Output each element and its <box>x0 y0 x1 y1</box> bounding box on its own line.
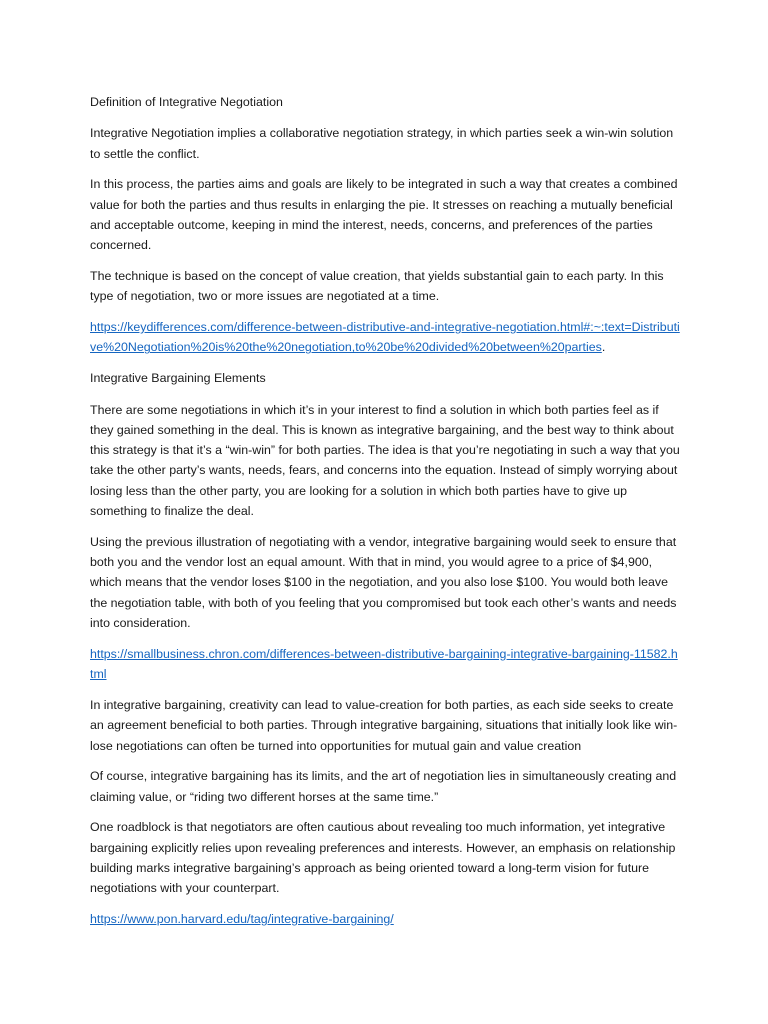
paragraph-win-win: There are some negotiations in which it’s in your interest to find a solution in which both parties feel as if they gained something in the deal. This is known as integrative bargaining, and the best way to think about this strategy is that it’s a “win-win” for both parties. The idea is that you’re negotiating in such a way that you take the other party’s wants, needs, fears, and concerns into the equation. Instead of simply worrying about losing less than the other party, you are looking for a solution in which both parties have to give up something to finalize the deal. <box>90 402 680 519</box>
paragraph-link-chron <box>90 644 680 685</box>
paragraph-limits: Of course, integrative bargaining has its limits, and the art of negotiation lies in simultaneously creating and claiming value, or “riding two different horses at the same time.” <box>90 769 677 804</box>
paragraph-link-harvard <box>90 909 680 929</box>
paragraph-roadblock: One roadblock is that negotiators are often cautious about revealing too much information, yet integrative bargaining explicitly relies upon revealing preferences and interests. However, an emphasis on relationship building marks integrative bargaining’s approach as being oriented toward a long-term vision for future negotiations with your counterpart. <box>90 820 676 896</box>
link-keydifferences[interactable]: https://keydifferences.com/difference-between-distributive-and-integrative-negotiation.html#:~:text=Distributive%20Negotiation%20is%20the%20negotiation,to%20be%20divided%20between%20parties <box>90 320 680 355</box>
paragraph-definition: Integrative Negotiation implies a collaborative negotiation strategy, in which parties seek a win-win solution to settle the conflict. <box>90 126 674 161</box>
heading-integrative-bargaining-elements: Integrative Bargaining Elements <box>90 371 266 386</box>
heading-integrative-negotiation: Definition of Integrative Negotiation <box>90 95 283 109</box>
paragraph-technique: The technique is based on the concept of value creation, that yields substantial gain to each party. In this type of negotiation, two or more issues are negotiated at a time. <box>90 269 664 304</box>
link-suffix-period: . <box>601 340 606 355</box>
paragraph-link-keydifferences <box>90 317 680 358</box>
paragraph-process: In this process, the parties aims and goals are likely to be integrated in such a way that creates a combined value for both the parties and thus results in enlarging the pie. It stresses on reaching a mutually beneficial and acceptable outcome, keeping in mind the interest, needs, concerns, and preferences of the parties concerned. <box>90 177 678 253</box>
paragraph-creativity: In integrative bargaining, creativity can lead to value-creation for both parties, as each side seeks to create an agreement beneficial to both parties. Through integrative bargaining, situations that initially look like win-lose negotiations can often be turned into opportunities for mutual gain and value creation <box>90 697 678 753</box>
document-page <box>90 92 680 940</box>
paragraph-vendor-illustration: Using the previous illustration of negotiating with a vendor, integrative bargaining would seek to ensure that both you and the vendor lost an equal amount. With that in mind, you would agree to a price of $4,900, which means that the vendor loses $100 in the negotiation, and you also lose $100. You would both leave the negotiation table, with both of you feeling that you compromised but took each other’s wants and needs into consideration. <box>90 534 677 631</box>
link-chron[interactable]: https://smallbusiness.chron.com/differences-between-distributive-bargaining-integrative-bargaining-11582.html <box>90 646 678 682</box>
link-harvard[interactable]: https://www.pon.harvard.edu/tag/integrative-bargaining/ <box>90 912 394 927</box>
